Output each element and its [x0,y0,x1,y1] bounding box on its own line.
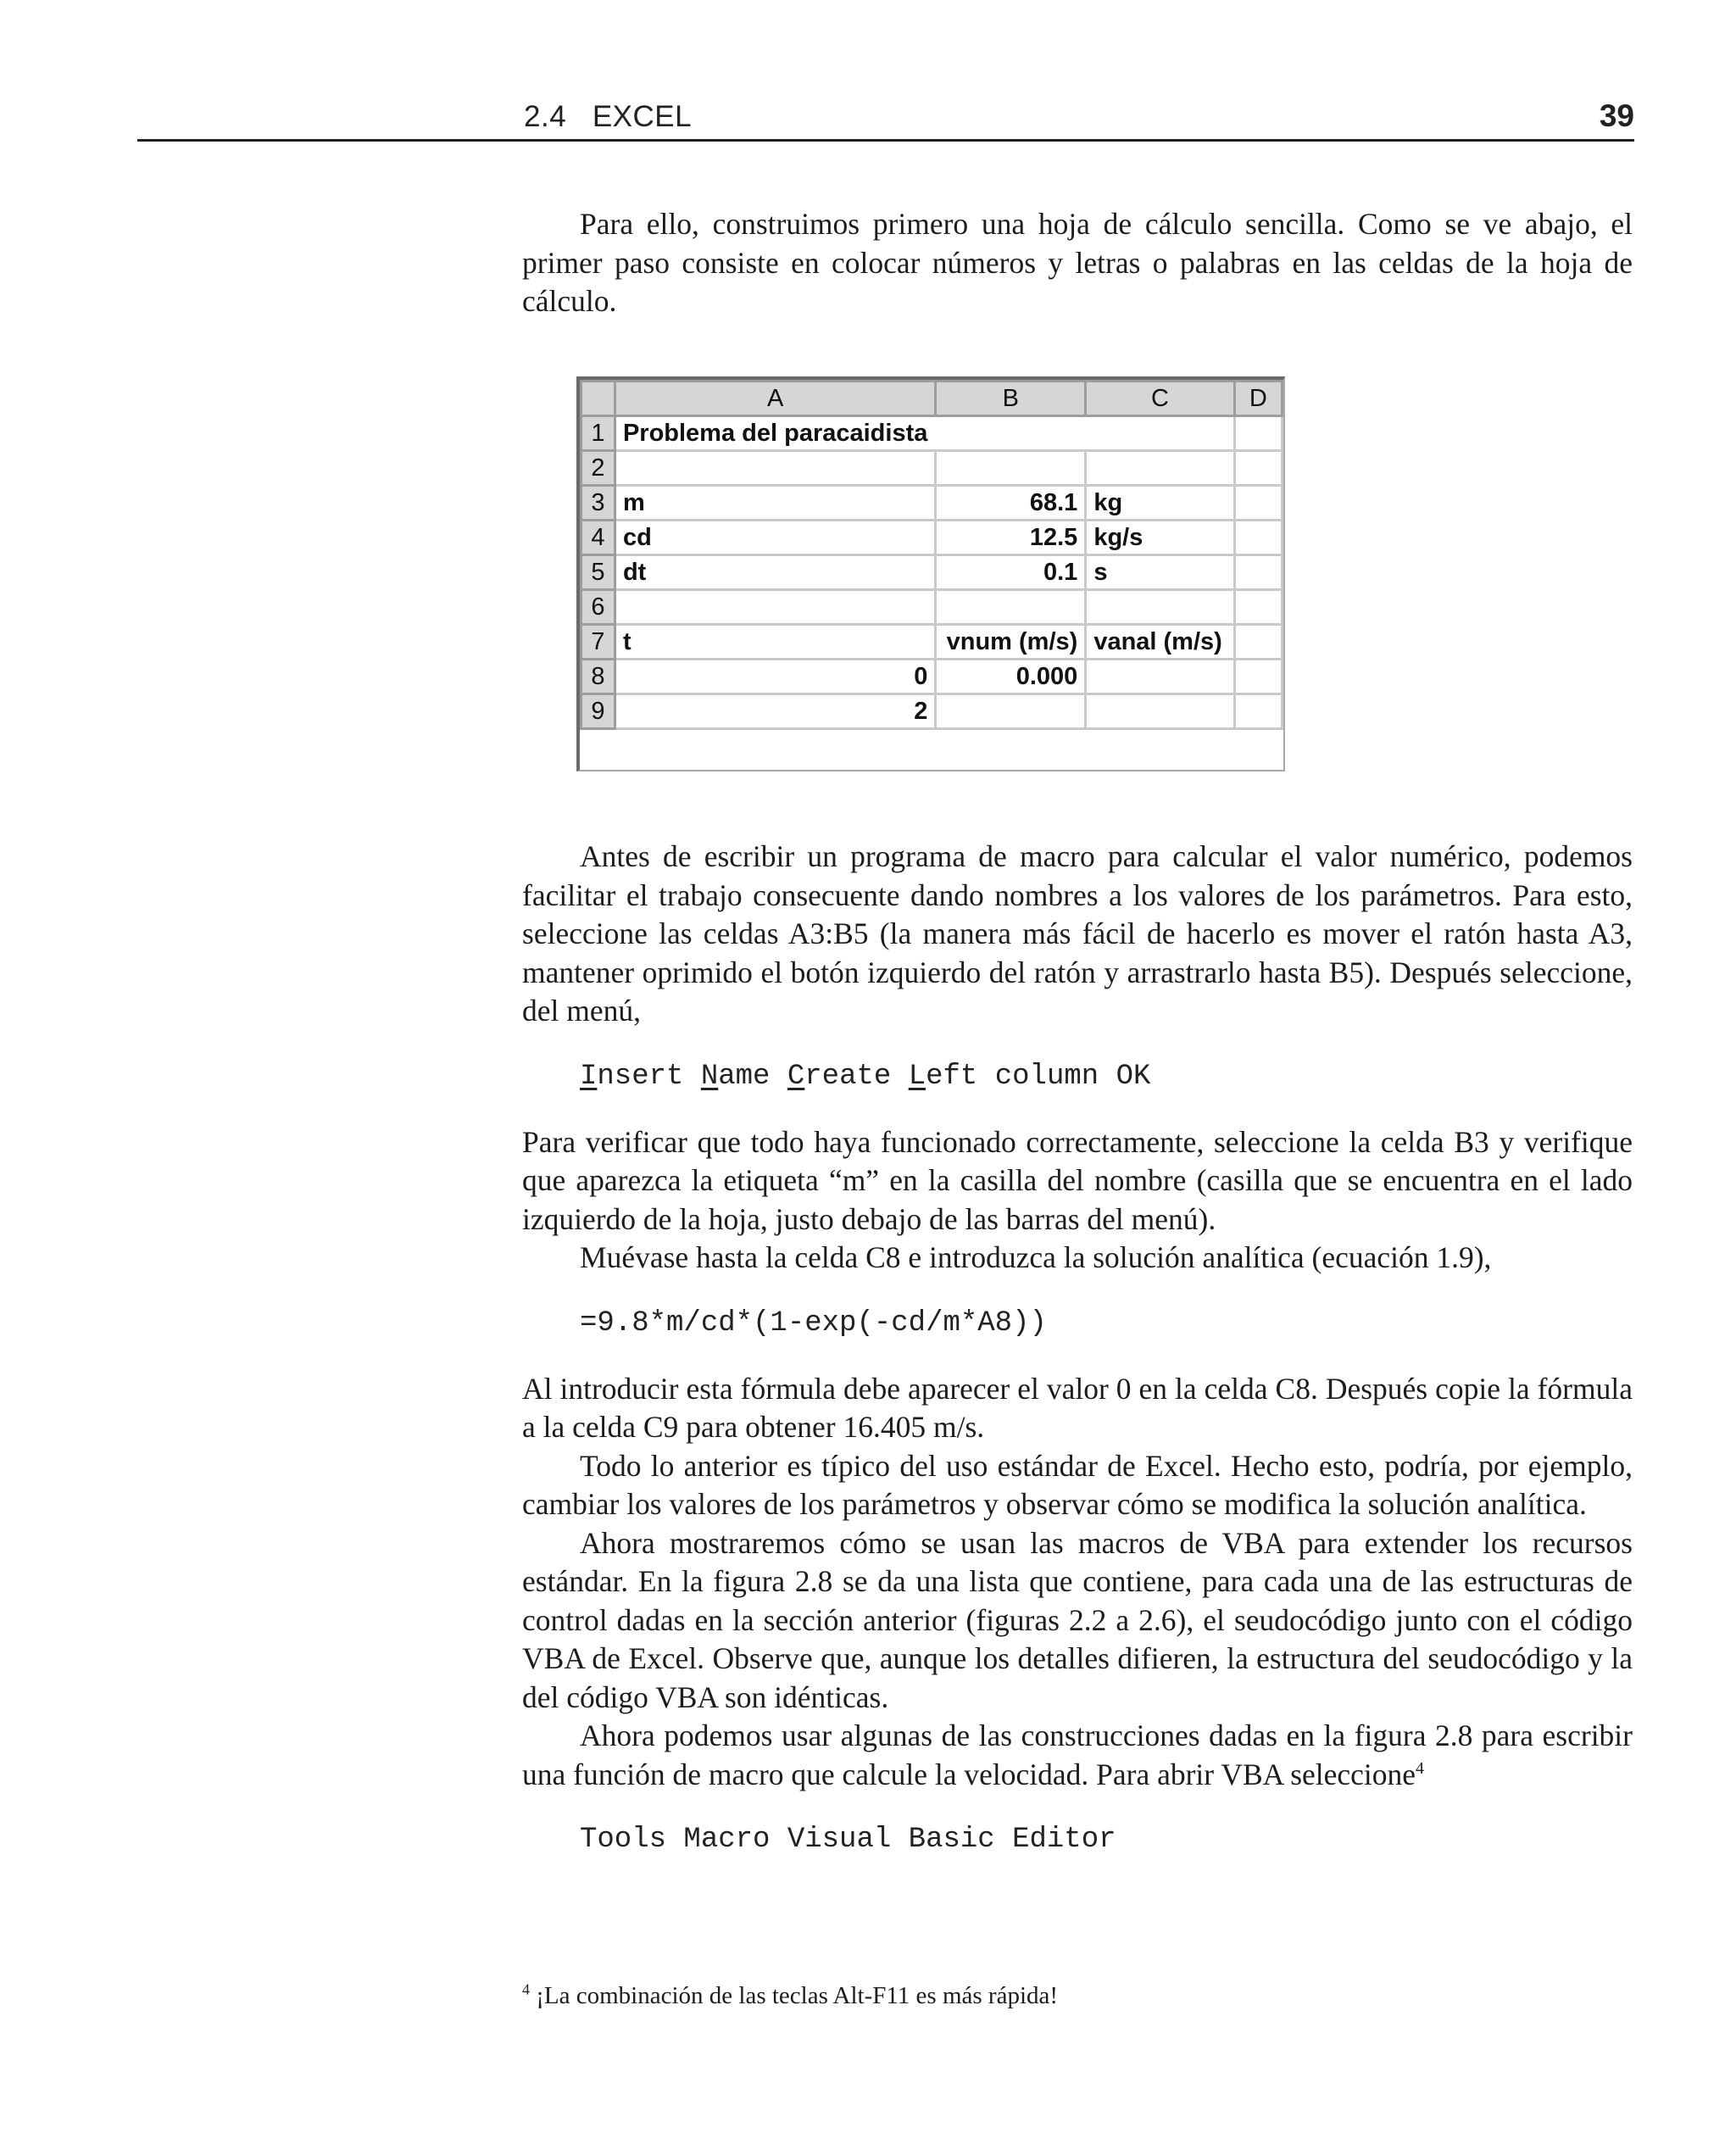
table-row [581,660,1283,694]
column-header-c[interactable]: C [1086,382,1234,416]
cell-b9[interactable] [936,694,1086,729]
menu-word-create: reate [804,1060,892,1093]
row-header-5[interactable]: 5 [581,555,615,590]
table-row [581,555,1283,590]
formula-code: =9.8*m/cd*(1-exp(-cd/m*A8)) [580,1306,1047,1340]
paragraph-result: Al introducir esta fórmula debe aparecer el valor 0 en la celda C8. Después copie la fórmula a la celda C9 para obtener 16.405 m/s. [522,1371,1633,1444]
cell-c3[interactable]: kg [1086,486,1234,521]
menu-accelerator-c: C [787,1060,805,1093]
menu-accelerator-l: L [908,1060,926,1093]
cell-c4[interactable]: kg/s [1086,521,1234,555]
paragraph-move-c8: Muévase hasta la celda C8 e introduzca la solución analítica (ecuación 1.9), [580,1240,1492,1274]
menu-word-left: eft [926,1060,978,1093]
column-header-a[interactable]: A [615,382,935,416]
body-text-top [522,205,1633,321]
paragraph-macro-intro: Antes de escribir un programa de macro para calcular el valor numérico, podemos facilitar el trabajo consecuente dando nombres a los valores de los parámetros. Para esto, seleccione las celdas A3:B5 (la manera más fácil de hacerlo es mover el ratón hasta A3, mantener oprimido el botón izquierdo del ratón y arrastrarlo hasta B5). Después seleccione, del menú, [522,839,1633,1028]
paragraph-verify: Para verificar que todo haya funcionado correctamente, seleccione la celda B3 y verifique que aparezca la etiqueta “m” en la casilla del nombre (casilla que se encuentra en el lado izquierdo de la hoja, justo debajo de las barras del menú). [522,1124,1633,1236]
footnote [522,1980,1633,2011]
cell-b3[interactable]: 68.1 [936,486,1086,521]
cell-b8[interactable]: 0.000 [936,660,1086,694]
cell-c2[interactable] [1086,451,1234,486]
table-row [581,451,1283,486]
menu-word-insert: nsert [597,1060,684,1093]
cell-c6[interactable] [1086,590,1234,625]
menu-accelerator-n: N [700,1060,719,1093]
cell-d1[interactable] [1234,416,1282,451]
cell-b5[interactable]: 0.1 [936,555,1086,590]
table-row [581,486,1283,521]
cell-a4[interactable]: cd [615,521,935,555]
cell-d9[interactable] [1234,694,1282,729]
cell-a1[interactable]: Problema del paracaidista [615,416,935,451]
paragraph-vba-macros: Ahora mostraremos cómo se usan las macros de VBA para extender los recursos estándar. En la figura 2.8 se da una lista que contiene, para cada una de las estructuras de control dadas en la sección anterior (figuras 2.2 a 2.6), el seudocódigo junto con el código VBA de Excel. Observe que, aunque los detalles difieren, la estructura del seudocódigo y la del código VBA son idénticas. [522,1525,1633,1714]
spreadsheet-grid [580,380,1283,730]
table-row [581,590,1283,625]
cell-c1[interactable] [1086,416,1234,451]
table-row [581,416,1283,451]
row-header-2[interactable]: 2 [581,451,615,486]
menu-command-tools-macro: Tools Macro Visual Basic Editor [580,1824,1116,1856]
column-header-b[interactable]: B [936,382,1086,416]
cell-a2[interactable] [615,451,935,486]
cell-b1[interactable] [936,416,1086,451]
cell-b4[interactable]: 12.5 [936,521,1086,555]
cell-d6[interactable] [1234,590,1282,625]
table-row [581,521,1283,555]
row-header-7[interactable]: 7 [581,625,615,660]
cell-c8[interactable] [1086,660,1234,694]
footnote-mark: 4 [522,1980,530,1998]
footnote-reference: 4 [1416,1758,1425,1778]
cell-d3[interactable] [1234,486,1282,521]
page-number: 39 [1599,98,1634,133]
cell-a5[interactable]: dt [615,555,935,590]
cell-a9[interactable]: 2 [615,694,935,729]
paragraph-intro: Para ello, construimos primero una hoja de cálculo sencilla. Como se ve abajo, el primer paso consiste en colocar números y letras o palabras en las celdas de la hoja de cálculo. [522,207,1633,318]
cell-a8[interactable]: 0 [615,660,935,694]
select-all-corner[interactable] [581,382,615,416]
menu-word-name: ame [718,1060,771,1093]
paragraph-open-vba: Ahora podemos usar algunas de las construcciones dadas en la figura 2.8 para escribir una función de macro que calcule la velocidad. Para abrir VBA seleccione$^4$ [522,1718,1633,1791]
cell-d2[interactable] [1234,451,1282,486]
cell-d5[interactable] [1234,555,1282,590]
cell-d8[interactable] [1234,660,1282,694]
cell-b7[interactable]: vnum (m/s) [936,625,1086,660]
body-text-main [522,838,1633,1859]
cell-d4[interactable] [1234,521,1282,555]
menu-accelerator-i: I [580,1060,598,1093]
spreadsheet [576,376,1285,771]
cell-d7[interactable] [1234,625,1282,660]
column-header-d[interactable]: D [1234,382,1282,416]
cell-b2[interactable] [936,451,1086,486]
section-title: 2.4 EXCEL [524,100,693,133]
row-header-3[interactable]: 3 [581,486,615,521]
paragraph-standard-use: Todo lo anterior es típico del uso estándar de Excel. Hecho esto, podría, por ejemplo, cambiar los valores de los parámetros y observar cómo se modifica la solución analítica. [522,1448,1633,1521]
row-header-9[interactable]: 9 [581,694,615,729]
table-row [581,694,1283,729]
row-header-4[interactable]: 4 [581,521,615,555]
cell-c5[interactable]: s [1086,555,1234,590]
page-header [137,95,1634,142]
menu-word-column-ok: column OK [994,1060,1151,1093]
footnote-text: ¡La combinación de las teclas Alt-F11 es más rápida! [536,1982,1059,2009]
row-header-6[interactable]: 6 [581,590,615,625]
cell-a6[interactable] [615,590,935,625]
table-row [581,625,1283,660]
menu-command-insert-name [522,1058,1633,1096]
cell-b6[interactable] [936,590,1086,625]
column-header-row [581,382,1283,416]
row-header-1[interactable]: 1 [581,416,615,451]
cell-a7[interactable]: t [615,625,935,660]
row-header-8[interactable]: 8 [581,660,615,694]
cell-c7[interactable]: vanal (m/s) [1086,625,1234,660]
cell-a3[interactable]: m [615,486,935,521]
cell-c9[interactable] [1086,694,1234,729]
